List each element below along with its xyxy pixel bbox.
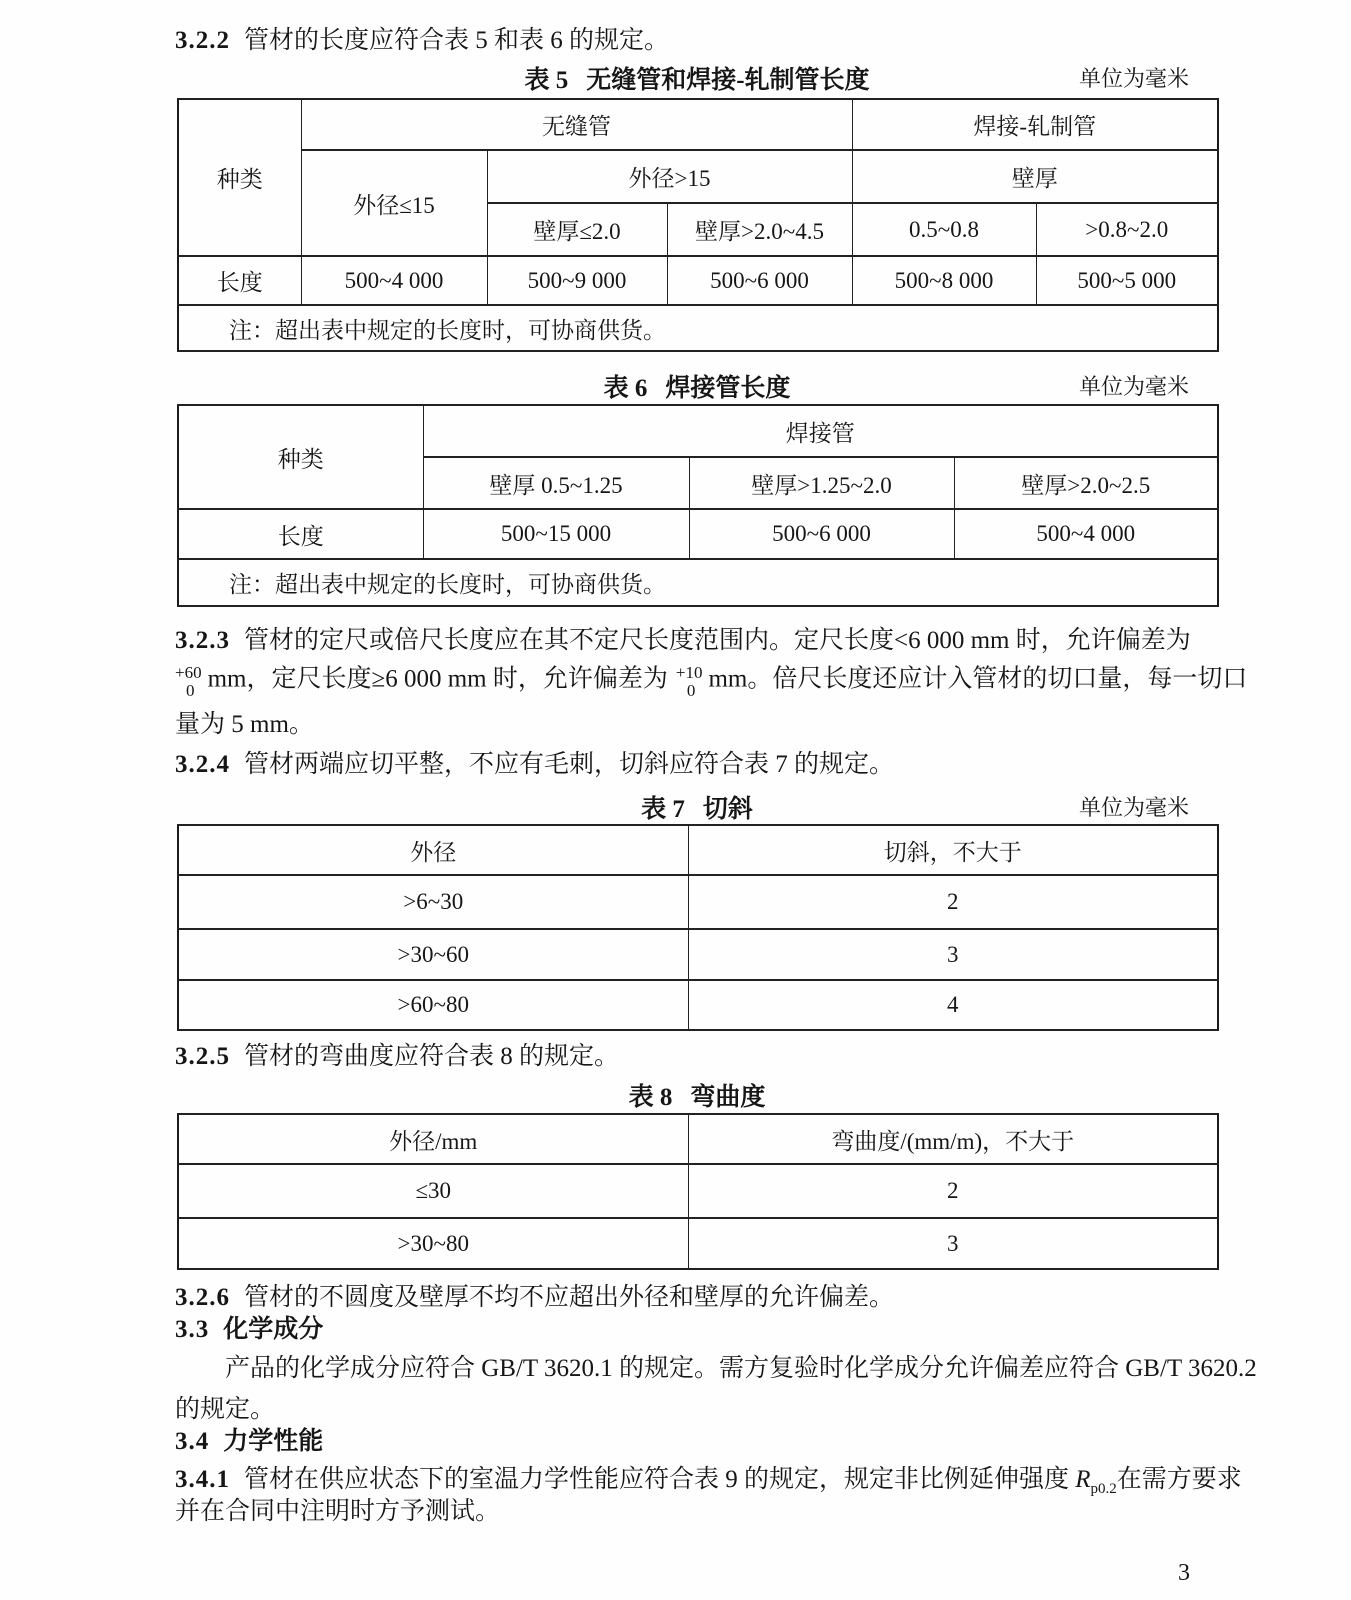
table5-wt-le2-header: 壁厚≤2.0 — [487, 203, 667, 256]
table5-wt-gt2-header: 壁厚>2.0~4.5 — [667, 203, 852, 256]
table5-row-label: 长度 — [178, 256, 301, 305]
table7-col1-header: 外径 — [178, 825, 688, 875]
tolerance-upper: +60 — [175, 663, 202, 682]
table6-unit-label: 单位为毫米 — [1078, 374, 1189, 399]
clause-text: 管材的定尺或倍尺长度应在其不定尺长度范围内。定尺长度<6 000 mm 时，允许偏差为 — [244, 627, 1191, 654]
table7-od-range: >6~30 — [178, 875, 688, 929]
table5-value: 500~9 000 — [487, 256, 667, 305]
clause-text: 管材的不圆度及壁厚不均不应超出外径和壁厚的允许偏差。 — [244, 1284, 895, 1311]
table5-w0508-header: 0.5~0.8 — [852, 203, 1036, 256]
table6-note: 注：超出表中规定的长度时，可协商供货。 — [178, 559, 1218, 606]
tolerance-plus60-0 — [175, 664, 202, 701]
clause-number: 3.2.6 — [175, 1284, 230, 1311]
heading-3-4 — [175, 1427, 323, 1457]
clause-3-2-3-line2 — [175, 664, 1247, 701]
clause-number: 3.4 — [175, 1428, 210, 1455]
clause-number: 3.2.5 — [175, 1043, 230, 1070]
table7-unit-label: 单位为毫米 — [1078, 795, 1189, 820]
table5-welded-rolled-header: 焊接-轧制管 — [852, 99, 1218, 150]
table8-caption-no: 表 8 — [628, 1084, 673, 1111]
table5-caption-row — [177, 60, 1217, 94]
rp02-subscript: p0.2 — [1090, 1481, 1117, 1497]
table5-data-row — [178, 256, 1218, 305]
table5-wall-header: 壁厚 — [852, 150, 1218, 203]
table5-value: 500~6 000 — [667, 256, 852, 305]
table6-kind-header: 种类 — [178, 405, 423, 509]
table5-unit-label: 单位为毫米 — [1078, 66, 1189, 91]
table7-value: 2 — [688, 875, 1218, 929]
clause-number: 3.2.4 — [175, 751, 230, 778]
page-number: 3 — [1178, 1560, 1190, 1586]
table8-value: 2 — [688, 1164, 1218, 1218]
para-text: 产品的化学成分应符合 GB/T 3620.1 的规定。需方复验时化学成分允许偏差应符合 GB/T 3620.2 — [225, 1355, 1257, 1382]
table6-welded-header: 焊接管 — [423, 405, 1218, 457]
clause-3-2-6 — [175, 1283, 894, 1313]
clause-text: 在需方要求 — [1116, 1466, 1242, 1493]
table6-row-label: 长度 — [178, 509, 423, 559]
tolerance-lower: 0 — [186, 681, 195, 701]
clause-3-2-5 — [175, 1042, 619, 1072]
clause-number: 3.2.2 — [175, 27, 230, 54]
table6-wt1-header: 壁厚 0.5~1.25 — [423, 457, 689, 509]
table5-caption — [177, 60, 1217, 96]
table8-od-range: >30~80 — [178, 1218, 688, 1269]
table8-caption-row — [177, 1077, 1217, 1111]
table5-od-gt15-header: 外径>15 — [487, 150, 852, 203]
clause-3-2-2 — [175, 26, 669, 56]
table7-value: 4 — [688, 980, 1218, 1030]
clause-number: 3.3 — [175, 1316, 210, 1343]
table8-caption — [177, 1077, 1217, 1113]
table8-od-range: ≤30 — [178, 1164, 688, 1218]
table-row — [178, 929, 1218, 980]
clause-3-2-3-line1 — [175, 626, 1191, 656]
table8-value: 3 — [688, 1218, 1218, 1269]
table-row — [178, 1218, 1218, 1269]
clause-text: 管材两端应切平整，不应有毛刺，切斜应符合表 7 的规定。 — [244, 751, 895, 778]
para-text: 的规定。 — [175, 1396, 276, 1423]
table-row — [178, 1164, 1218, 1218]
table6-value: 500~6 000 — [689, 509, 954, 559]
tolerance-upper: +10 — [675, 663, 703, 682]
table5-caption-title: 无缝管和焊接-轧制管长度 — [586, 67, 870, 94]
table7-col2-header: 切斜，不大于 — [688, 825, 1218, 875]
table6-caption-row — [177, 368, 1217, 402]
clause-text: 量为 5 mm。 — [175, 711, 314, 738]
table6-data-row — [178, 509, 1218, 559]
table7-od-range: >30~60 — [178, 929, 688, 980]
table7-od-range: >60~80 — [178, 980, 688, 1030]
table8-caption-title: 弯曲度 — [690, 1084, 766, 1111]
tolerance-plus10-0 — [676, 664, 703, 701]
table7-caption-no: 表 7 — [641, 796, 685, 823]
clause-text: mm，定尺长度≥6 000 mm 时，允许偏差为 — [207, 665, 668, 693]
table6-caption-no: 表 6 — [603, 375, 648, 402]
clause-text: 管材的长度应符合表 5 和表 6 的规定。 — [244, 27, 670, 54]
table5-od-le15-header: 外径≤15 — [301, 150, 487, 256]
tolerance-lower: 0 — [686, 681, 696, 701]
clause-text: mm。倍尺长度还应计入管材的切口量，每一切口 — [708, 665, 1248, 693]
table6-caption-title: 焊接管长度 — [665, 375, 791, 402]
table-row — [178, 980, 1218, 1030]
table6-value: 500~4 000 — [954, 509, 1218, 559]
table6-wt3-header: 壁厚>2.0~2.5 — [954, 457, 1218, 509]
table-row — [178, 875, 1218, 929]
table6-caption — [177, 368, 1217, 404]
heading-title: 力学性能 — [223, 1428, 324, 1455]
para-3-3-line1 — [225, 1354, 1257, 1384]
table7 — [177, 824, 1219, 1031]
table5-value: 500~5 000 — [1036, 256, 1218, 305]
table7-caption-title: 切斜 — [702, 796, 753, 823]
para-3-3-line2 — [175, 1395, 275, 1425]
clause-3-2-4 — [175, 750, 894, 780]
table5-seamless-header: 无缝管 — [301, 99, 852, 150]
table8 — [177, 1113, 1219, 1270]
table5 — [177, 98, 1219, 352]
table6-value: 500~15 000 — [423, 509, 689, 559]
table5-caption-no: 表 5 — [524, 67, 569, 94]
clause-text: 并在合同中注明时方予测试。 — [175, 1498, 501, 1525]
rp02-symbol: R — [1075, 1466, 1091, 1493]
table7-caption-row — [177, 789, 1217, 823]
table5-wgt08-header: >0.8~2.0 — [1036, 203, 1218, 256]
clause-3-4-1-line2 — [175, 1497, 500, 1527]
clause-text: 管材的弯曲度应符合表 8 的规定。 — [244, 1043, 620, 1070]
table7-value: 3 — [688, 929, 1218, 980]
table5-value: 500~4 000 — [301, 256, 487, 305]
clause-number: 3.2.3 — [175, 627, 230, 654]
table5-value: 500~8 000 — [852, 256, 1036, 305]
table8-col2-header: 弯曲度/(mm/m)，不大于 — [688, 1114, 1218, 1164]
table5-kind-header: 种类 — [178, 99, 301, 256]
table8-col1-header: 外径/mm — [178, 1114, 688, 1164]
table7-caption — [177, 789, 1217, 825]
table6 — [177, 404, 1219, 607]
clause-number: 3.4.1 — [175, 1466, 230, 1493]
table5-note: 注：超出表中规定的长度时，可协商供货。 — [178, 305, 1218, 351]
table6-wt2-header: 壁厚>1.25~2.0 — [689, 457, 954, 509]
heading-title: 化学成分 — [223, 1316, 324, 1343]
clause-text: 管材在供应状态下的室温力学性能应符合表 9 的规定，规定非比例延伸强度 — [244, 1466, 1076, 1493]
clause-3-2-3-line3 — [175, 710, 314, 740]
heading-3-3 — [175, 1315, 323, 1345]
